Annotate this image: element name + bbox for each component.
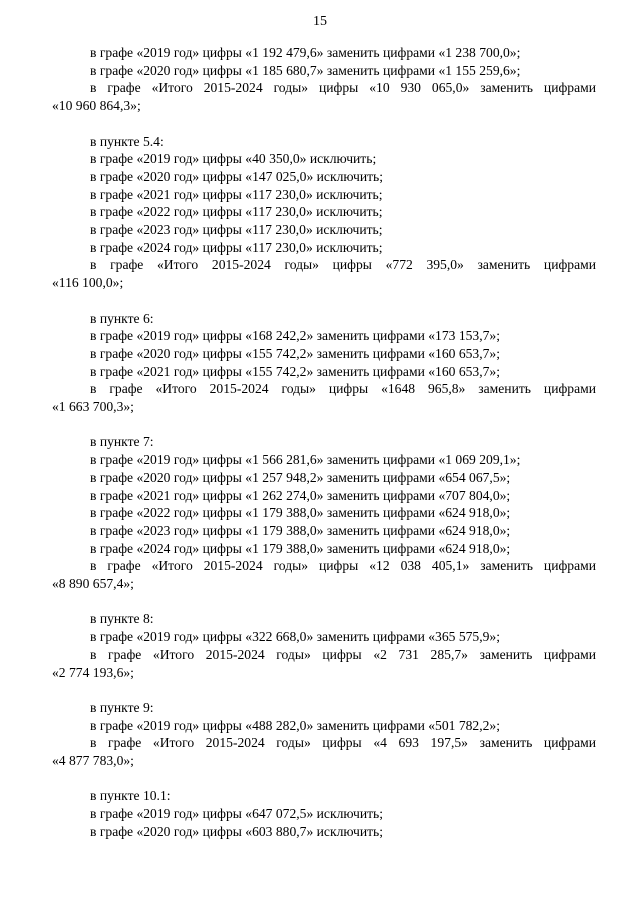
text-line: в пункте 8: (90, 611, 154, 627)
text-line: в графе «Итого 2015-2024 годы» цифры «1648 965,8» заменить цифрами (90, 381, 596, 397)
text-line: в графе «Итого 2015-2024 годы» цифры «772 395,0» заменить цифрами (90, 257, 596, 273)
text-line: в графе «2019 год» цифры «647 072,5» исключить; (90, 806, 384, 822)
text-line: в графе «2024 год» цифры «1 179 388,0» заменить цифрами «624 918,0»; (90, 540, 511, 556)
text-line: в графе «2024 год» цифры «117 230,0» исключить; (90, 239, 383, 255)
text-line: в пункте 10.1: (90, 788, 171, 804)
text-line: в графе «2019 год» цифры «1 566 281,6» заменить цифрами «1 069 209,1»; (90, 452, 521, 468)
text-line: «4 877 783,0»; (52, 753, 134, 769)
paragraph-gap (52, 416, 596, 434)
text-line: в графе «2019 год» цифры «1 192 479,6» заменить цифрами «1 238 700,0»; (90, 45, 521, 60)
page-number: 15 (313, 14, 327, 29)
text-line: в графе «2020 год» цифры «603 880,7» исключить; (90, 823, 384, 839)
text-line: «1 663 700,3»; (52, 399, 134, 415)
text-line: в пункте 6: (90, 310, 154, 326)
text-line: в графе «Итого 2015-2024 годы» цифры «2 731 285,7» заменить цифрами (90, 646, 596, 662)
text-line: в графе «Итого 2015-2024 годы» цифры «10 930 065,0» заменить цифрами (90, 80, 596, 96)
text-line: в графе «2021 год» цифры «117 230,0» исключить; (90, 186, 383, 202)
paragraph-gap (52, 681, 596, 699)
text-line: в графе «2023 год» цифры «1 179 388,0» заменить цифрами «624 918,0»; (90, 522, 511, 538)
paragraph-gap (52, 115, 596, 133)
text-line: в графе «2019 год» цифры «168 242,2» заменить цифрами «173 153,7»; (90, 328, 500, 344)
text-line: в графе «2023 год» цифры «117 230,0» исключить; (90, 222, 383, 238)
text-line: в графе «2019 год» цифры «40 350,0» исключить; (90, 151, 377, 167)
document-body (52, 44, 596, 841)
text-line: в пункте 9: (90, 699, 154, 715)
text-line: в графе «2019 год» цифры «488 282,0» заменить цифрами «501 782,2»; (90, 717, 500, 733)
paragraph-gap (52, 292, 596, 310)
text-line: в графе «2020 год» цифры «155 742,2» заменить цифрами «160 653,7»; (90, 345, 500, 361)
text-line: «2 774 193,6»; (52, 664, 134, 680)
text-line: в графе «2022 год» цифры «1 179 388,0» заменить цифрами «624 918,0»; (90, 505, 511, 521)
text-line: в графе «Итого 2015-2024 годы» цифры «4 693 197,5» заменить цифрами (90, 735, 596, 751)
text-line: в графе «Итого 2015-2024 годы» цифры «12 038 405,1» заменить цифрами (90, 558, 596, 574)
text-line: «10 960 864,3»; (52, 98, 141, 114)
text-line: в графе «2022 год» цифры «117 230,0» исключить; (90, 204, 383, 220)
text-line: в графе «2021 год» цифры «155 742,2» заменить цифрами «160 653,7»; (90, 363, 500, 379)
text-line: в графе «2020 год» цифры «147 025,0» исключить; (90, 168, 384, 184)
paragraph-gap (52, 770, 596, 788)
text-line: в графе «2019 год» цифры «322 668,0» заменить цифрами «365 575,9»; (90, 629, 500, 645)
paragraph-gap (52, 593, 596, 611)
text-line: в пункте 5.4: (90, 133, 164, 149)
text-line: в графе «2020 год» цифры «1 185 680,7» заменить цифрами «1 155 259,6»; (90, 62, 521, 78)
text-line: в графе «2020 год» цифры «1 257 948,2» заменить цифрами «654 067,5»; (90, 469, 511, 485)
text-line: в пункте 7: (90, 434, 154, 450)
text-line: «116 100,0»; (52, 275, 124, 291)
text-line: «8 890 657,4»; (52, 576, 134, 592)
text-line: в графе «2021 год» цифры «1 262 274,0» заменить цифрами «707 804,0»; (90, 487, 511, 503)
